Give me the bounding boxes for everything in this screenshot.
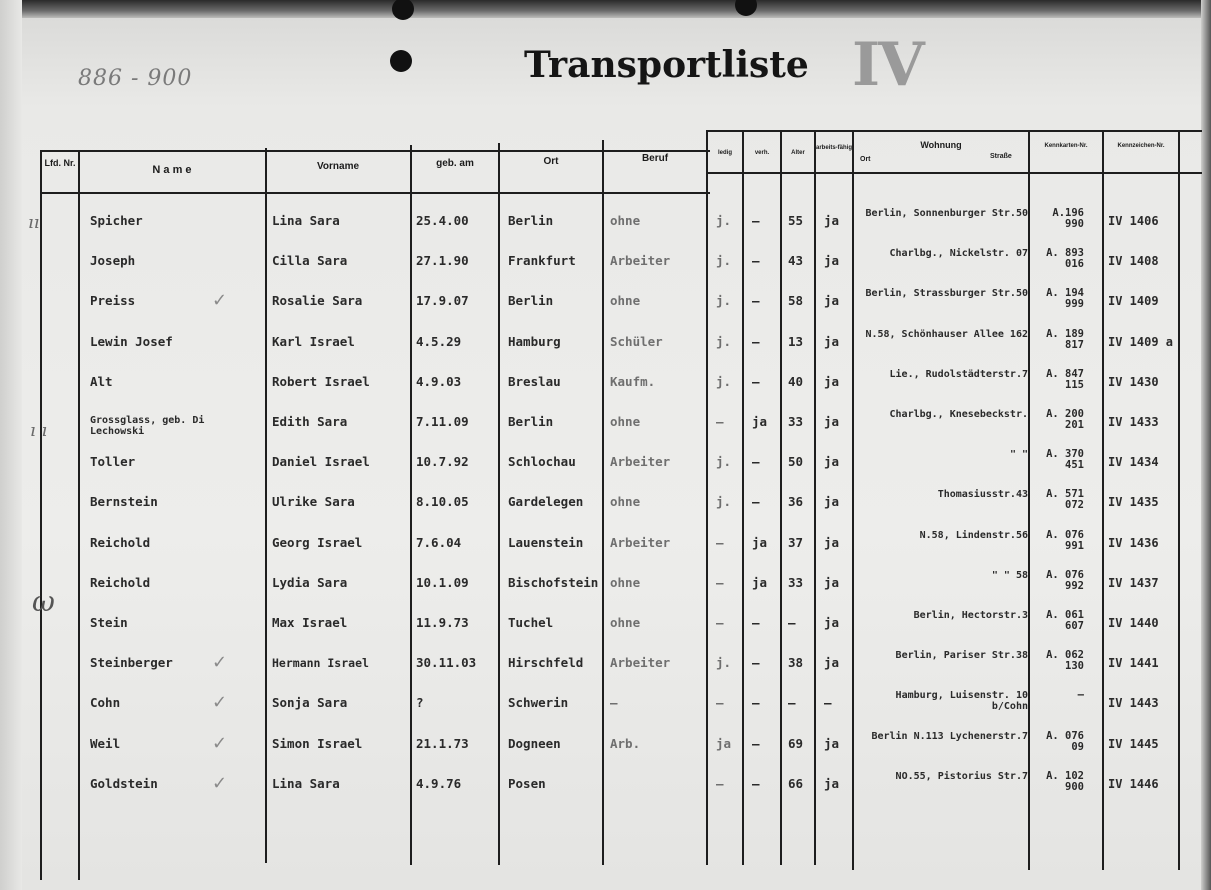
cell-wohnung: N.58, Lindenstr.56 [919,530,1028,541]
cell-ledig: j. [716,374,732,389]
cell-geb: 8.10.05 [416,494,469,509]
cell-wohnung: Berlin N.113 Lychenerstr.7 [871,731,1028,742]
cell-name: Spicher [90,213,143,228]
cell-ort: Tuchel [508,615,554,630]
cell-verh: — [752,736,760,751]
cell-ort: Bischofstein [508,575,599,590]
cell-wohnung: NO.55, Pistorius Str.7 [895,771,1028,782]
cell-beruf: Arbeiter [610,655,671,670]
cell-verh: — [752,776,760,791]
cell-vorname: Lina Sara [272,776,340,791]
cell-ledig: j. [716,253,732,268]
cell-verh: ja [752,414,768,429]
column-rule [706,130,708,865]
header-wohnung: Wohnung [920,140,962,150]
cell-kz: IV 1436 [1108,536,1159,550]
cell-af: ja [824,615,840,630]
cell-kk: A. 571 072 [1046,488,1084,511]
cell-kk: A. 102 900 [1046,770,1084,793]
cell-name: Steinberger [90,655,173,670]
cell-verh: — [752,374,760,389]
header-name: N a m e [152,164,192,176]
cell-ledig: ja [716,736,732,751]
cell-verh: — [752,334,760,349]
check-mark-icon: ✓ [212,692,228,713]
cell-ledig: — [716,535,724,550]
cell-wohnung: Berlin, Sonnenburger Str.50 [865,208,1028,219]
cell-af: ja [824,334,840,349]
cell-beruf: Arb. [610,736,641,751]
cell-af: ja [824,736,840,751]
cell-vorname: Max Israel [272,615,348,630]
cell-geb: 11.9.73 [416,615,469,630]
cell-kk: A. 062 130 [1046,649,1084,672]
scan-right-edge [1201,0,1211,890]
cell-ort: Hamburg [508,334,561,349]
cell-beruf: ohne [610,494,641,509]
cell-af: ja [824,293,840,308]
margin-mark: ı ı [30,420,48,441]
cell-kz: IV 1445 [1108,737,1159,751]
cell-af: ja [824,253,840,268]
cell-wohnung: " " [1009,449,1028,460]
cell-verh: — [752,213,760,228]
cell-af: ja [824,655,840,670]
cell-beruf: Arbeiter [610,535,671,550]
cell-ort: Berlin [508,213,554,228]
cell-vorname: Sonja Sara [272,695,348,710]
column-rule [78,150,80,880]
cell-kz: IV 1434 [1108,455,1159,469]
cell-kk: A. 061 607 [1046,609,1084,632]
cell-geb: 10.1.09 [416,575,469,590]
header-ort: Ort [543,156,559,167]
cell-ort: Hirschfeld [508,655,584,670]
column-rule [602,140,604,865]
cell-alter: 43 [788,253,804,268]
cell-alter: — [788,615,796,630]
cell-name: Preiss [90,293,136,308]
cell-kk: A. 076 991 [1046,529,1084,552]
cell-af: ja [824,213,840,228]
cell-kk: A. 893 016 [1046,247,1084,270]
list-number: IV [852,30,923,100]
check-mark-icon: ✓ [212,652,228,673]
cell-kz: IV 1409 [1108,294,1159,308]
cell-name: Toller [90,454,136,469]
cell-vorname: Rosalie Sara [272,293,363,308]
cell-af: ja [824,494,840,509]
cell-ledig: — [716,414,724,429]
cell-wohnung: Berlin, Pariser Str.38 [895,650,1028,661]
column-rule [1102,130,1104,870]
cell-alter: 33 [788,414,804,429]
header-kennzeichen-nr: Kennzeichen-Nr. [1117,143,1165,149]
cell-wohnung: " " 58 [991,570,1028,581]
cell-ort: Dogneen [508,736,561,751]
cell-kz: IV 1446 [1108,777,1159,791]
cell-ledig: j. [716,454,732,469]
cell-kz: IV 1430 [1108,375,1159,389]
cell-wohnung: Charlbg., Nickelstr. 07 [889,248,1028,259]
cell-verh: ja [752,575,768,590]
cell-ort: Frankfurt [508,253,576,268]
cell-wohnung: Berlin, Strassburger Str.50 [865,288,1028,299]
cell-vorname: Ulrike Sara [272,494,355,509]
cell-ledig: j. [716,334,732,349]
table-top-rule [40,150,710,152]
cell-beruf: ohne [610,293,641,308]
cell-wohnung: Thomasiusstr.43 [937,489,1028,500]
cell-geb: 25.4.00 [416,213,469,228]
scan-left-edge [0,0,22,890]
cell-verh: ja [752,535,768,550]
cell-geb: 4.5.29 [416,334,462,349]
cell-wohnung: Berlin, Hectorstr.3 [913,610,1028,621]
cell-vorname: Georg Israel [272,535,363,550]
cell-ort: Berlin [508,293,554,308]
cell-name: Reichold [90,575,151,590]
cell-kz: IV 1443 [1108,696,1159,710]
header-verh: verh. [754,150,770,156]
column-rule [852,130,854,870]
cell-ledig: — [716,776,724,791]
cell-ledig: j. [716,213,732,228]
column-rule [498,143,500,865]
cell-geb: 27.1.90 [416,253,469,268]
cell-geb: 4.9.03 [416,374,462,389]
cell-af: ja [824,374,840,389]
cell-beruf: ohne [610,615,641,630]
cell-ort: Berlin [508,414,554,429]
cell-beruf: ohne [610,213,641,228]
cell-kz: IV 1437 [1108,576,1159,590]
cell-verh: — [752,695,760,710]
cell-alter: 66 [788,776,804,791]
cell-geb: ? [416,695,424,710]
cell-name: Cohn [90,695,121,710]
header-ledig: ledig [717,150,732,156]
cell-alter: 55 [788,213,804,228]
header-wohnung-strasse: Straße [990,153,1012,160]
cell-wohnung: N.58, Schönhauser Allee 162 [865,329,1028,340]
check-mark-icon: ✓ [212,773,228,794]
cell-vorname: Karl Israel [272,334,355,349]
scan-top-edge [0,0,1211,18]
cell-beruf: — [610,695,618,710]
cell-ort: Breslau [508,374,561,389]
cell-wohnung: Charlbg., Knesebeckstr. [889,409,1028,420]
column-rule [40,150,42,880]
header-kennkarten-nr: Kennkarten-Nr. [1044,143,1088,149]
cell-af: ja [824,575,840,590]
cell-alter: 50 [788,454,804,469]
cell-alter: 36 [788,494,804,509]
punch-hole [390,50,412,72]
cell-vorname: Cilla Sara [272,253,348,268]
cell-geb: 4.9.76 [416,776,462,791]
cell-ledig: — [716,695,724,710]
cell-wohnung: Lie., Rudolstädterstr.7 [889,369,1028,380]
cell-verh: — [752,253,760,268]
cell-beruf: Arbeiter [610,253,671,268]
cell-vorname: Lydia Sara [272,575,348,590]
cell-verh: — [752,655,760,670]
cell-alter: 69 [788,736,804,751]
cell-alter: — [788,695,796,710]
margin-mark: ω [32,585,55,618]
cell-ledig: — [716,615,724,630]
cell-kz: IV 1435 [1108,495,1159,509]
cell-alter: 38 [788,655,804,670]
cell-name: Weil [90,736,121,751]
cell-ledig: — [716,575,724,590]
cell-geb: 17.9.07 [416,293,469,308]
cell-kk: A. 370 451 [1046,448,1084,471]
cell-geb: 7.11.09 [416,414,469,429]
header-wohnung-ort: Ort [860,156,871,163]
column-rule [410,145,412,865]
cell-kz: IV 1409 a [1108,335,1174,349]
cell-kk: A. 076 09 [1046,730,1084,753]
cell-ort: Gardelegen [508,494,584,509]
cell-kk: A. 200 201 [1046,408,1084,431]
cell-ort: Schwerin [508,695,569,710]
header-alter: Alter [791,150,805,156]
cell-alter: 40 [788,374,804,389]
cell-beruf: ohne [610,575,641,590]
header-lfd-nr: Lfd. Nr. [44,158,76,168]
cell-ort: Posen [508,776,546,791]
cell-af: ja [824,454,840,469]
cell-verh: — [752,293,760,308]
cell-vorname: Daniel Israel [272,454,370,469]
cell-beruf: ohne [610,414,641,429]
check-mark-icon: ✓ [212,290,228,311]
margin-mark: ıı [28,212,40,233]
cell-name: Joseph [90,253,136,268]
cell-vorname: Edith Sara [272,414,348,429]
handwritten-note: 886 - 900 [78,66,193,91]
cell-name: Grossglass, geb. Di Lechowski [90,415,205,437]
cell-kz: IV 1406 [1108,214,1159,228]
cell-vorname: Simon Israel [272,736,363,751]
cell-af: ja [824,535,840,550]
cell-af: ja [824,776,840,791]
cell-vorname: Hermann Israel [272,656,369,670]
cell-ledig: j. [716,655,732,670]
check-mark-icon: ✓ [212,733,228,754]
cell-geb: 7.6.04 [416,535,462,550]
cell-name: Alt [90,374,113,389]
cell-geb: 30.11.03 [416,655,477,670]
header-beruf: Beruf [641,153,669,164]
cell-geb: 10.7.92 [416,454,469,469]
cell-af: ja [824,414,840,429]
cell-name: Goldstein [90,776,158,791]
column-rule [1028,130,1030,870]
header-geb-am: geb. am [436,158,474,169]
header-arbeitsfaehig: arbeits-fähig [816,145,853,151]
cell-ort: Schlochau [508,454,576,469]
cell-name: Stein [90,615,128,630]
cell-af: — [824,695,832,710]
cell-kz: IV 1440 [1108,616,1159,630]
header-bottom-rule [40,192,710,194]
cell-alter: 33 [788,575,804,590]
cell-name: Bernstein [90,494,158,509]
cell-alter: 58 [788,293,804,308]
cell-verh: — [752,454,760,469]
cell-geb: 21.1.73 [416,736,469,751]
cell-name: Reichold [90,535,151,550]
header-vorname: Vorname [316,161,360,172]
cell-ort: Lauenstein [508,535,584,550]
page-title: Transportliste [524,44,809,86]
cell-vorname: Robert Israel [272,374,370,389]
cell-beruf: Schüler [610,334,663,349]
column-rule [742,130,744,865]
cell-kz: IV 1433 [1108,415,1159,429]
column-rule [814,130,816,865]
cell-alter: 37 [788,535,804,550]
cell-alter: 13 [788,334,804,349]
cell-kk: A. 076 992 [1046,569,1084,592]
cell-verh: — [752,494,760,509]
cell-wohnung: Hamburg, Luisenstr. 10 b/Cohn [895,690,1028,712]
cell-kk: A.196 990 [1052,207,1084,230]
cell-verh: — [752,615,760,630]
cell-kk: A. 194 999 [1046,287,1084,310]
cell-kk: — [1077,689,1084,701]
cell-kz: IV 1408 [1108,254,1159,268]
cell-beruf: Arbeiter [610,454,671,469]
column-rule [265,148,267,863]
cell-name: Lewin Josef [90,334,173,349]
cell-kk: A. 847 115 [1046,368,1084,391]
cell-beruf: Kaufm. [610,374,656,389]
cell-ledig: j. [716,293,732,308]
cell-kk: A. 189 817 [1046,328,1084,351]
cell-vorname: Lina Sara [272,213,340,228]
cell-kz: IV 1441 [1108,656,1159,670]
cell-ledig: j. [716,494,732,509]
column-rule [780,130,782,865]
